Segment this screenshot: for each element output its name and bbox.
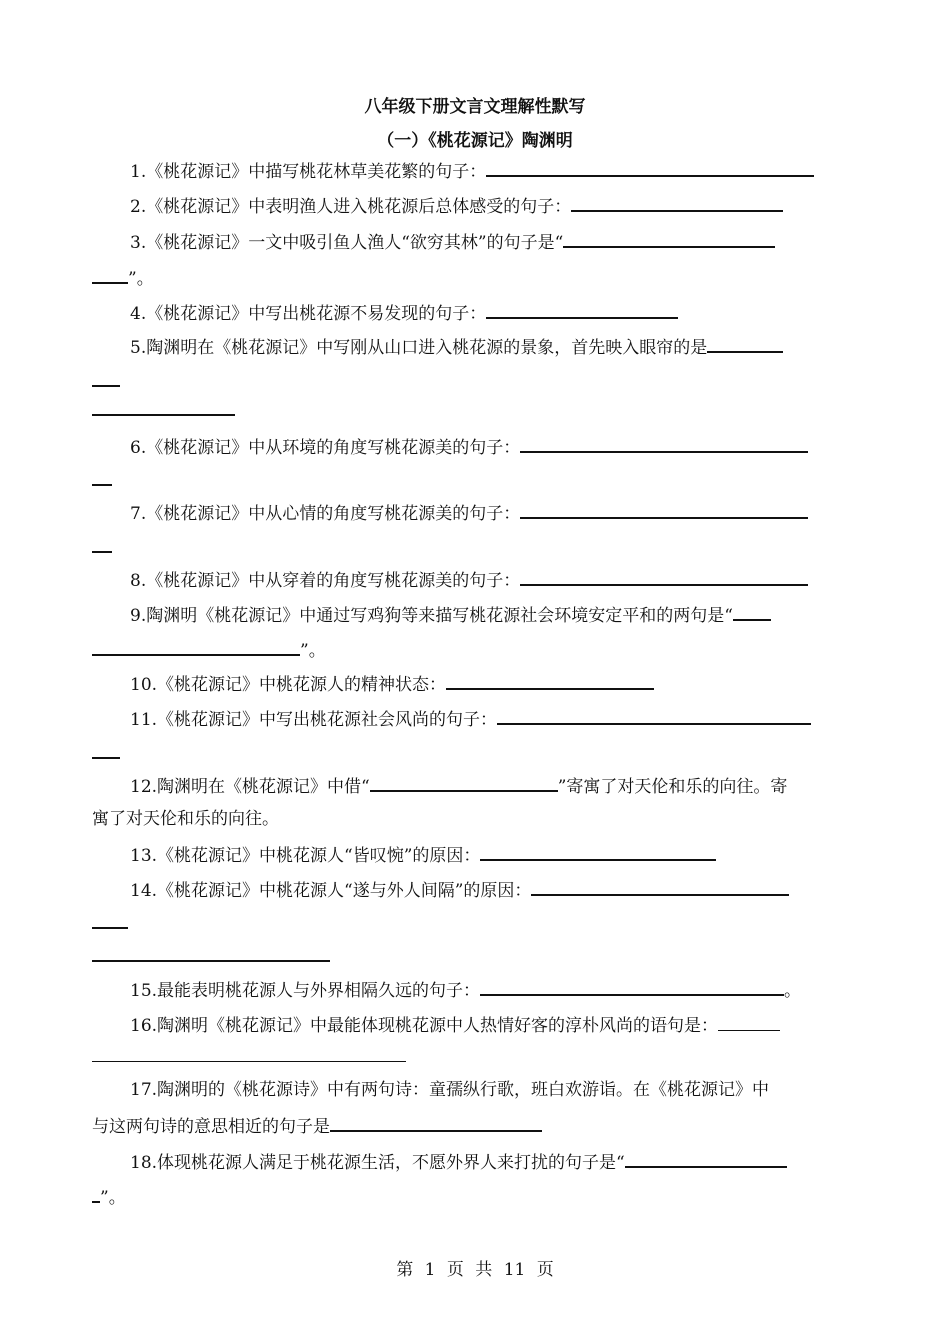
answer-blank[interactable] <box>497 706 811 725</box>
question-17-continued: 与这两句诗的意思相近的句子是 <box>92 1113 542 1138</box>
answer-blank[interactable] <box>520 500 808 519</box>
question-14: 14.《桃花源记》中桃花源人“遂与外人间隔”的原因： <box>130 877 789 902</box>
answer-blank[interactable] <box>707 334 783 353</box>
answer-blank[interactable] <box>446 671 654 690</box>
answer-blank[interactable] <box>92 637 300 656</box>
answer-blank[interactable] <box>480 977 784 996</box>
answer-blank[interactable] <box>563 229 775 248</box>
answer-blank[interactable] <box>625 1149 787 1168</box>
question-7: 7.《桃花源记》中从心情的角度写桃花源美的句子： <box>130 500 808 525</box>
answer-blank[interactable] <box>92 484 112 486</box>
question-9: 9.陶渊明《桃花源记》中通过写鸡狗等来描写桃花源社会环境安定平和的两句是“ <box>130 602 771 627</box>
answer-blank[interactable] <box>370 773 558 792</box>
answer-blank[interactable] <box>486 158 814 177</box>
answer-blank[interactable] <box>571 193 783 212</box>
question-4: 4.《桃花源记》中写出桃花源不易发现的句子： <box>130 300 678 325</box>
answer-blank[interactable] <box>92 1184 100 1203</box>
question-12-continued: 寓了对天伦和乐的向往。 <box>92 809 279 829</box>
answer-blank[interactable] <box>92 960 330 962</box>
question-10: 10.《桃花源记》中桃花源人的精神状态： <box>130 671 654 696</box>
section-heading: （一）《桃花源记》陶渊明 <box>377 131 573 151</box>
question-8: 8.《桃花源记》中从穿着的角度写桃花源美的句子： <box>130 567 808 592</box>
question-17: 17.陶渊明的《桃花源诗》中有两句诗：童孺纵行歌，班白欢游诣。在《桃花源记》中 <box>130 1080 770 1100</box>
answer-blank[interactable] <box>733 602 771 621</box>
question-5: 5.陶渊明在《桃花源记》中写刚从山口进入桃花源的景象，首先映入眼帘的是 <box>130 334 783 359</box>
answer-blank[interactable] <box>520 567 808 586</box>
question-3-continued: ”。 <box>92 265 154 290</box>
answer-blank[interactable] <box>718 1013 780 1031</box>
answer-blank[interactable] <box>486 300 678 319</box>
answer-blank[interactable] <box>92 551 112 553</box>
question-16: 16.陶渊明《桃花源记》中最能体现桃花源中人热情好客的淳朴风尚的语句是： <box>130 1013 780 1037</box>
answer-blank[interactable] <box>330 1113 542 1132</box>
answer-blank[interactable] <box>92 385 120 387</box>
question-18-continued: ”。 <box>92 1184 126 1209</box>
question-18: 18.体现桃花源人满足于桃花源生活，不愿外界人来打扰的句子是“ <box>130 1149 787 1174</box>
question-9-continued: ”。 <box>92 637 326 662</box>
question-11: 11.《桃花源记》中写出桃花源社会风尚的句子： <box>130 706 811 731</box>
page-footer: 第 1 页 共 11 页 <box>396 1260 554 1280</box>
question-1: 1.《桃花源记》中描写桃花林草美花繁的句子： <box>130 158 814 183</box>
answer-blank[interactable] <box>92 1061 406 1062</box>
question-15: 15.最能表明桃花源人与外界相隔久远的句子： 。 <box>130 977 801 1002</box>
answer-blank[interactable] <box>520 434 808 453</box>
answer-blank[interactable] <box>92 265 128 284</box>
answer-blank[interactable] <box>480 842 716 861</box>
answer-blank[interactable] <box>92 757 120 759</box>
question-6: 6.《桃花源记》中从环境的角度写桃花源美的句子： <box>130 434 808 459</box>
answer-blank[interactable] <box>531 877 789 896</box>
answer-blank[interactable] <box>92 927 128 929</box>
question-13: 13.《桃花源记》中桃花源人“皆叹惋”的原因： <box>130 842 716 867</box>
question-3: 3.《桃花源记》一文中吸引鱼人渔人“欲穷其林”的句子是“ <box>130 229 775 254</box>
question-12: 12.陶渊明在《桃花源记》中借“ ”寄寓了对天伦和乐的向往。寄 <box>130 773 787 798</box>
question-2: 2.《桃花源记》中表明渔人进入桃花源后总体感受的句子： <box>130 193 783 218</box>
answer-blank[interactable] <box>92 414 235 416</box>
document-title: 八年级下册文言文理解性默写 <box>364 97 586 117</box>
